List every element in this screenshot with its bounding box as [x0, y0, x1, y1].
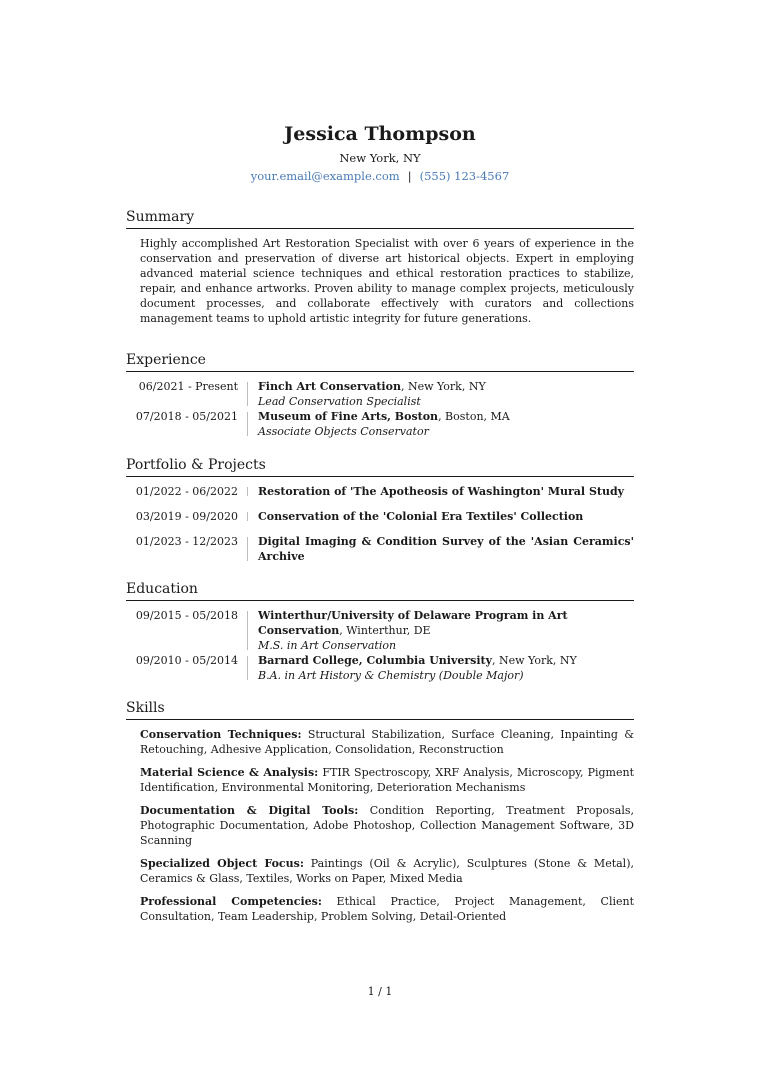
skill-list: FTIR Spectroscopy, XRF Analysis, Microscopy, Pigment Identification, Environmental Monitoring, Deterioration Mechanisms — [140, 766, 634, 794]
skill-category: Documentation & Digital Tools: — [140, 804, 359, 817]
education-school: Barnard College, Columbia University — [258, 654, 492, 667]
skill-group — [140, 727, 634, 757]
experience-org: Finch Art Conservation — [258, 380, 401, 393]
education-date: 09/2015 - 05/2018 — [126, 608, 248, 653]
education-degree: M.S. in Art Conservation — [258, 639, 397, 652]
skill-category: Material Science & Analysis: — [140, 766, 319, 779]
section-title-education: Education — [126, 580, 634, 601]
skill-list: Ethical Practice, Project Management, Client Consultation, Team Leadership, Problem Solving, Detail-Oriented — [140, 895, 634, 923]
section-title-skills: Skills — [126, 699, 634, 720]
section-title-projects: Portfolio & Projects — [126, 456, 634, 477]
experience-org: Museum of Fine Arts, Boston — [258, 410, 439, 423]
resume-header — [0, 121, 760, 185]
education-entry — [126, 608, 634, 653]
experience-location: , New York, NY — [400, 380, 486, 393]
project-date: 03/2019 - 09/2020 — [126, 509, 248, 524]
section-title-summary: Summary — [126, 208, 634, 229]
experience-role: Lead Conservation Specialist — [258, 395, 421, 408]
skill-list: Structural Stabilization, Surface Cleaning, Inpainting & Retouching, Adhesive Application, Consolidation, Reconstruction — [140, 728, 634, 756]
skills-section — [126, 699, 634, 924]
experience-entry — [126, 379, 634, 409]
candidate-name: Jessica Thompson — [284, 123, 476, 145]
skill-category: Professional Competencies: — [140, 895, 322, 908]
education-location: , New York, NY — [492, 654, 577, 667]
email-link[interactable]: your.email@example.com — [250, 169, 400, 183]
phone-link[interactable]: (555) 123-4567 — [419, 169, 510, 183]
education-entry — [126, 653, 634, 683]
project-date: 01/2023 - 12/2023 — [126, 534, 248, 564]
experience-date: 06/2021 - Present — [126, 379, 248, 409]
section-title-experience: Experience — [126, 351, 634, 372]
skill-list: Condition Reporting, Treatment Proposals, Photographic Documentation, Adobe Photoshop, Collection Management Software, 3D Scanning — [140, 804, 634, 847]
education-degree: B.A. in Art History & Chemistry (Double Major) — [258, 669, 524, 682]
project-entry — [126, 484, 634, 499]
project-name: Conservation of the 'Colonial Era Textiles' Collection — [258, 510, 584, 523]
projects-section — [126, 456, 634, 564]
experience-date: 07/2018 - 05/2021 — [126, 409, 248, 439]
experience-role: Associate Objects Conservator — [258, 425, 429, 438]
experience-entry — [126, 409, 634, 439]
skill-category: Conservation Techniques: — [140, 728, 302, 741]
contact-separator: | — [407, 169, 412, 183]
skill-group — [140, 803, 634, 848]
contact-line — [0, 167, 760, 185]
education-date: 09/2010 - 05/2014 — [126, 653, 248, 683]
summary-section — [126, 208, 634, 326]
education-location: , Winterthur, DE — [339, 624, 431, 637]
project-name: Restoration of 'The Apotheosis of Washington' Mural Study — [258, 485, 625, 498]
skill-group — [140, 856, 634, 886]
page-number: 1 / 1 — [367, 985, 393, 998]
skill-category: Specialized Object Focus: — [140, 857, 304, 870]
project-entry — [126, 509, 634, 524]
project-entry — [126, 534, 634, 564]
skill-group — [140, 894, 634, 924]
experience-section — [126, 351, 634, 439]
candidate-location: New York, NY — [339, 151, 421, 165]
experience-location: , Boston, MA — [438, 410, 510, 423]
skill-group — [140, 765, 634, 795]
project-date: 01/2022 - 06/2022 — [126, 484, 248, 499]
summary-text: Highly accomplished Art Restoration Specialist with over 6 years of experience in the conservation and preservation of diverse art historical objects. Expert in employing advanced material science techniques and ethical restoration practices to stabilize, repair, and enhance artworks. Proven ability to manage complex projects, meticulously document processes, and collaborate effectively with curators and collections management teams to uphold artistic integrity for future generations. — [140, 237, 634, 325]
skill-list: Paintings (Oil & Acrylic), Sculptures (Stone & Metal), Ceramics & Glass, Textiles, Works on Paper, Mixed Media — [140, 857, 634, 885]
education-school: Winterthur/University of Delaware Program in Art Conservation — [258, 609, 568, 637]
education-section — [126, 580, 634, 683]
project-name: Digital Imaging & Condition Survey of the 'Asian Ceramics' Archive — [258, 535, 634, 563]
